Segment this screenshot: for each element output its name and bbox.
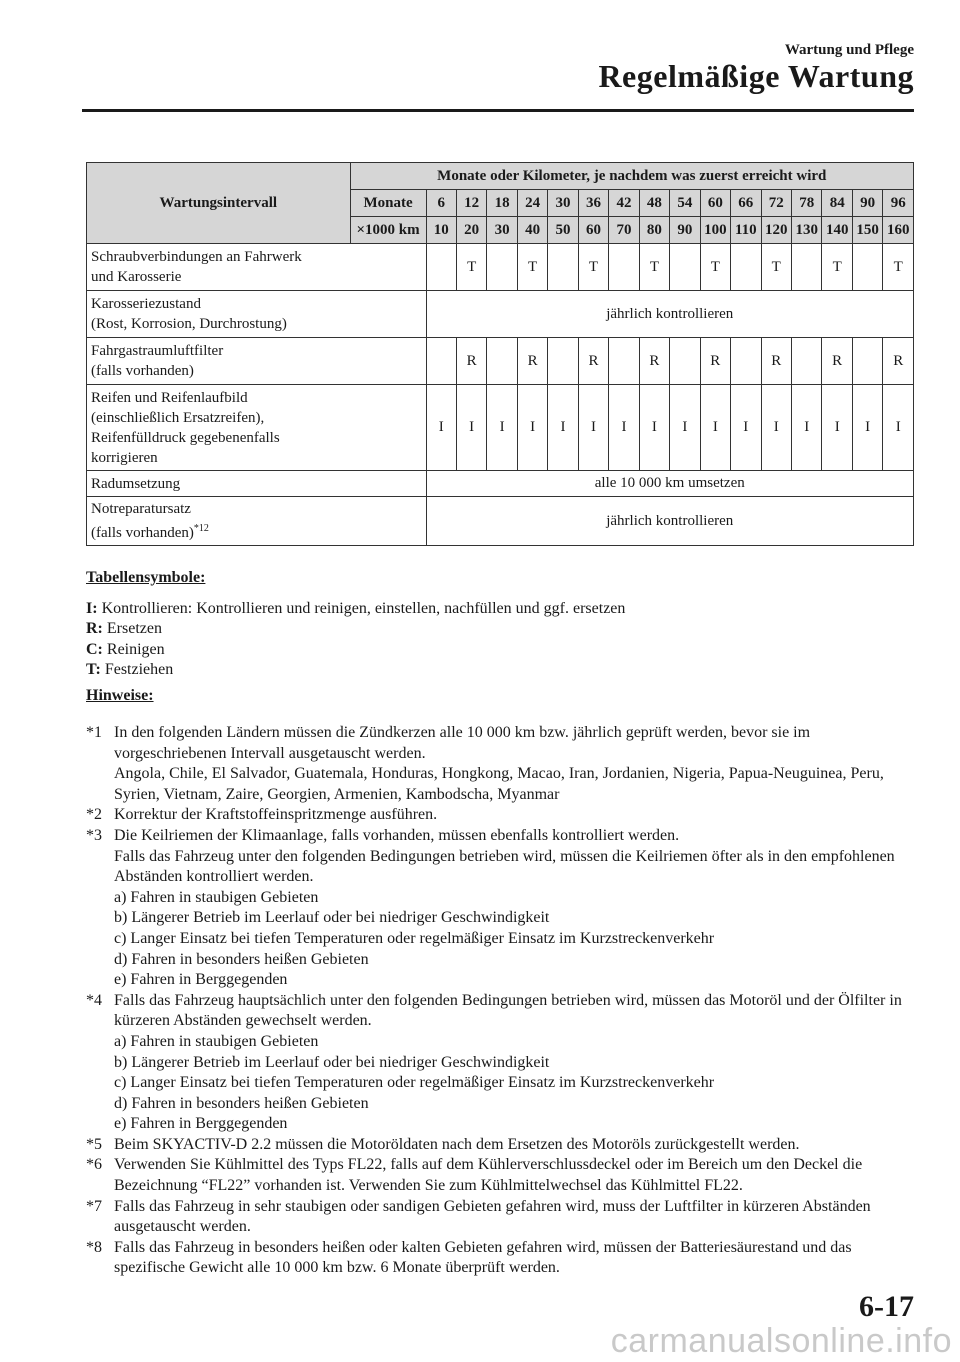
interval-label-cell: Wartungsintervall — [87, 163, 351, 244]
km-cell: 90 — [670, 217, 700, 244]
row-value-cell: T — [883, 244, 914, 291]
note-line: a) Fahren in staubigen Gebieten — [114, 1032, 319, 1050]
month-cell: 84 — [822, 190, 852, 217]
km-cell: 110 — [731, 217, 761, 244]
month-cell: 36 — [578, 190, 608, 217]
row-label: Karosseriezustand (Rost, Korrosion, Durchrostung) — [87, 291, 427, 338]
km-cell: 30 — [487, 217, 517, 244]
note-line: Korrektur der Kraftstoffeinspritzmenge ausführen. — [114, 806, 438, 824]
row-value-cell — [670, 338, 700, 385]
symbol-key: T: — [86, 660, 101, 678]
row-value-cell — [791, 244, 821, 291]
month-cell: 12 — [456, 190, 486, 217]
row-value-cell: T — [517, 244, 547, 291]
month-cell: 66 — [731, 190, 761, 217]
note-line: e) Fahren in Berggegenden — [114, 1115, 288, 1133]
km-cell: 120 — [761, 217, 791, 244]
months-label-cell: Monate — [350, 190, 426, 217]
page-title: Regelmäßige Wartung — [598, 58, 914, 94]
note-number: *3 — [86, 826, 102, 844]
row-label: Schraubverbindungen an Fahrwerk und Karosserie — [87, 244, 427, 291]
header-divider — [82, 109, 914, 112]
symbol-item — [86, 660, 173, 680]
symbol-text: Kontrollieren: Kontrollieren und reinigen, einstellen, nachfüllen und ggf. ersetzen — [97, 600, 626, 617]
row-span-value: jährlich kontrollieren — [426, 497, 914, 546]
note-body — [114, 1155, 916, 1196]
row-value-cell — [670, 244, 700, 291]
table-row — [87, 497, 914, 546]
note-body — [114, 1135, 916, 1156]
note-item — [86, 991, 916, 1135]
symbol-key: R: — [86, 620, 103, 638]
table-row — [87, 291, 914, 338]
row-label: Radumsetzung — [87, 471, 427, 497]
note-number: *6 — [86, 1156, 102, 1174]
note-number: *4 — [86, 991, 102, 1009]
note-line: b) Längerer Betrieb im Leerlauf oder bei niedriger Geschwindigkeit — [114, 909, 550, 927]
row-label: Notreparatursatz (falls vorhanden)$^{*12}$ — [87, 497, 427, 546]
note-item — [86, 1238, 916, 1279]
row-value-cell: I — [883, 385, 914, 471]
table-row — [87, 338, 914, 385]
note-number: *1 — [86, 724, 102, 741]
note-number: *5 — [86, 1135, 102, 1153]
row-value-cell: T — [639, 244, 669, 291]
month-cell: 96 — [883, 190, 914, 217]
symbols-heading: Tabellensymbole: — [86, 569, 206, 586]
note-line: In den folgenden Ländern müssen die Zündkerzen alle 10 000 km bzw. jährlich geprüft werden, bevor sie im vorgeschriebenen Intervall ausgetauscht werden. — [114, 724, 811, 762]
row-value-cell: I — [609, 385, 639, 471]
km-cell: 130 — [791, 217, 821, 244]
km-cell: 10 — [426, 217, 456, 244]
note-line: Falls das Fahrzeug in sehr staubigen oder sandigen Gebieten gefahren wird, muss der Luftfilter in kürzeren Abständen ausgetauscht werden. — [114, 1197, 871, 1236]
row-value-cell: I — [670, 385, 700, 471]
note-item — [86, 826, 916, 991]
row-value-cell: I — [852, 385, 882, 471]
note-line: Falls das Fahrzeug in besonders heißen oder kalten Gebieten gefahren wird, müssen der Batteriesäurestand und das spezifische Gewicht alle 10 000 km bzw. 6 Monate überprüft werden. — [114, 1238, 852, 1277]
row-value-cell: I — [639, 385, 669, 471]
row-value-cell: I — [731, 385, 761, 471]
note-line: e) Fahren in Berggegenden — [114, 971, 288, 989]
symbol-text: Reinigen — [102, 640, 165, 658]
note-item — [86, 1197, 916, 1238]
row-value-cell — [426, 338, 456, 385]
row-value-cell: I — [548, 385, 578, 471]
row-value-cell — [487, 338, 517, 385]
span-header-cell: Monate oder Kilometer, je nachdem was zuerst erreicht wird — [350, 163, 913, 190]
month-cell: 78 — [791, 190, 821, 217]
row-value-cell: R — [639, 338, 669, 385]
km-cell: 160 — [883, 217, 914, 244]
month-cell: 24 — [517, 190, 547, 217]
month-cell: 54 — [670, 190, 700, 217]
row-value-cell — [731, 244, 761, 291]
row-value-cell: I — [791, 385, 821, 471]
row-value-cell: T — [578, 244, 608, 291]
note-line: Die Keilriemen der Klimaanlage, falls vorhanden, müssen ebenfalls kontrolliert werden. — [114, 826, 680, 844]
note-body — [114, 723, 916, 805]
note-line: Verwenden Sie Kühlmittel des Typs FL22, falls auf dem Kühlerverschlussdeckel oder im Bereich um den Deckel die Bezeichnung “FL22” vorhanden ist. Verwenden Sie zum Kühlmittelwechsel das Kühlmittel FL22. — [114, 1156, 863, 1195]
row-value-cell: R — [883, 338, 914, 385]
row-value-cell: I — [487, 385, 517, 471]
row-value-cell: T — [700, 244, 730, 291]
month-cell: 90 — [852, 190, 882, 217]
row-value-cell: R — [761, 338, 791, 385]
month-cell: 48 — [639, 190, 669, 217]
note-line: d) Fahren in besonders heißen Gebieten — [114, 1094, 369, 1112]
note-line: a) Fahren in staubigen Gebieten — [114, 888, 319, 906]
row-label: Fahrgastraumluftfilter (falls vorhanden) — [87, 338, 427, 385]
month-cell: 6 — [426, 190, 456, 217]
note-body — [114, 826, 916, 991]
row-value-cell: I — [456, 385, 486, 471]
row-value-cell: I — [426, 385, 456, 471]
symbol-text: Ersetzen — [102, 620, 162, 638]
note-item — [86, 1155, 916, 1196]
row-value-cell: R — [700, 338, 730, 385]
symbol-item — [86, 640, 165, 660]
row-value-cell — [609, 244, 639, 291]
symbol-text: Festziehen — [100, 660, 174, 678]
note-line: c) Langer Einsatz bei tiefen Temperaturen oder regelmäßiger Einsatz im Kurzstreckenverkehr — [114, 929, 715, 947]
note-number: *7 — [86, 1197, 102, 1215]
month-cell: 30 — [548, 190, 578, 217]
notes-list — [86, 723, 916, 1279]
row-span-value: alle 10 000 km umsetzen — [426, 471, 914, 497]
km-cell: 140 — [822, 217, 852, 244]
km-cell: 40 — [517, 217, 547, 244]
note-item — [86, 805, 916, 826]
km-cell: 50 — [548, 217, 578, 244]
row-label: Reifen und Reifenlaufbild (einschließlich Ersatzreifen), Reifenfülldruck gegebenenfalls korrigieren — [87, 385, 427, 471]
km-cell: 70 — [609, 217, 639, 244]
notes-heading: Hinweise: — [86, 687, 154, 704]
row-value-cell — [852, 338, 882, 385]
section-title: Wartung und Pflege — [784, 42, 914, 58]
note-body — [114, 1197, 916, 1238]
note-number: *8 — [86, 1238, 102, 1256]
symbol-item — [86, 599, 625, 619]
note-line: b) Längerer Betrieb im Leerlauf oder bei niedriger Geschwindigkeit — [114, 1053, 550, 1071]
row-value-cell: R — [517, 338, 547, 385]
row-value-cell: I — [700, 385, 730, 471]
row-value-cell: R — [578, 338, 608, 385]
row-value-cell — [548, 244, 578, 291]
km-cell: 150 — [852, 217, 882, 244]
table-row — [87, 385, 914, 471]
km-cell: 20 — [456, 217, 486, 244]
note-line: d) Fahren in besonders heißen Gebieten — [114, 950, 369, 968]
note-line: Beim SKYACTIV-D 2.2 müssen die Motoröldaten nach dem Ersetzen des Motoröls zurückgestellt werden. — [114, 1135, 800, 1153]
symbol-key: I: — [86, 600, 98, 617]
row-value-cell: R — [822, 338, 852, 385]
header-row-span — [87, 163, 914, 190]
month-cell: 42 — [609, 190, 639, 217]
row-value-cell: R — [456, 338, 486, 385]
watermark: carmanualsonline.info — [610, 1322, 952, 1360]
table-row — [87, 471, 914, 497]
note-line: Falls das Fahrzeug unter den folgenden Bedingungen betrieben wird, müssen die Keilriemen öfter als in den empfohlenen Abständen kontrolliert werden. — [114, 847, 895, 886]
footnote-ref: *12 — [193, 523, 209, 534]
km-label-cell: ×1000 km — [350, 217, 426, 244]
row-value-cell — [548, 338, 578, 385]
note-body — [114, 805, 916, 826]
row-value-cell: I — [822, 385, 852, 471]
row-value-cell: I — [578, 385, 608, 471]
table-row — [87, 244, 914, 291]
maintenance-table — [86, 162, 914, 546]
row-value-cell: T — [456, 244, 486, 291]
month-cell: 18 — [487, 190, 517, 217]
note-body — [114, 991, 916, 1135]
note-body — [114, 1238, 916, 1279]
row-value-cell — [791, 338, 821, 385]
note-line: c) Langer Einsatz bei tiefen Temperaturen oder regelmäßiger Einsatz im Kurzstreckenverkehr — [114, 1074, 715, 1092]
row-value-cell — [609, 338, 639, 385]
km-cell: 80 — [639, 217, 669, 244]
symbol-item — [86, 619, 162, 639]
symbol-key: C: — [86, 640, 103, 658]
month-cell: 72 — [761, 190, 791, 217]
note-number: *2 — [86, 806, 102, 824]
row-value-cell: T — [822, 244, 852, 291]
row-span-value: jährlich kontrollieren — [426, 291, 914, 338]
row-value-cell — [426, 244, 456, 291]
page-number: 6-17 — [859, 1290, 914, 1323]
row-value-cell: I — [761, 385, 791, 471]
row-value-cell — [487, 244, 517, 291]
row-value-cell — [731, 338, 761, 385]
row-value-cell — [852, 244, 882, 291]
km-cell: 100 — [700, 217, 730, 244]
month-cell: 60 — [700, 190, 730, 217]
km-cell: 60 — [578, 217, 608, 244]
row-value-cell: T — [761, 244, 791, 291]
note-item — [86, 1135, 916, 1156]
note-item — [86, 723, 916, 805]
note-line: Falls das Fahrzeug hauptsächlich unter den folgenden Bedingungen betrieben wird, müssen das Motoröl und der Ölfilter in kürzeren Abständen gewechselt werden. — [114, 991, 902, 1030]
note-line: Angola, Chile, El Salvador, Guatemala, Honduras, Hongkong, Macao, Iran, Jordanien, Nigeria, Papua-Neuguinea, Peru, Syrien, Vietnam, Zaire, Georgien, Armenien, Kambodscha, Myanmar — [114, 765, 884, 803]
row-value-cell: I — [517, 385, 547, 471]
